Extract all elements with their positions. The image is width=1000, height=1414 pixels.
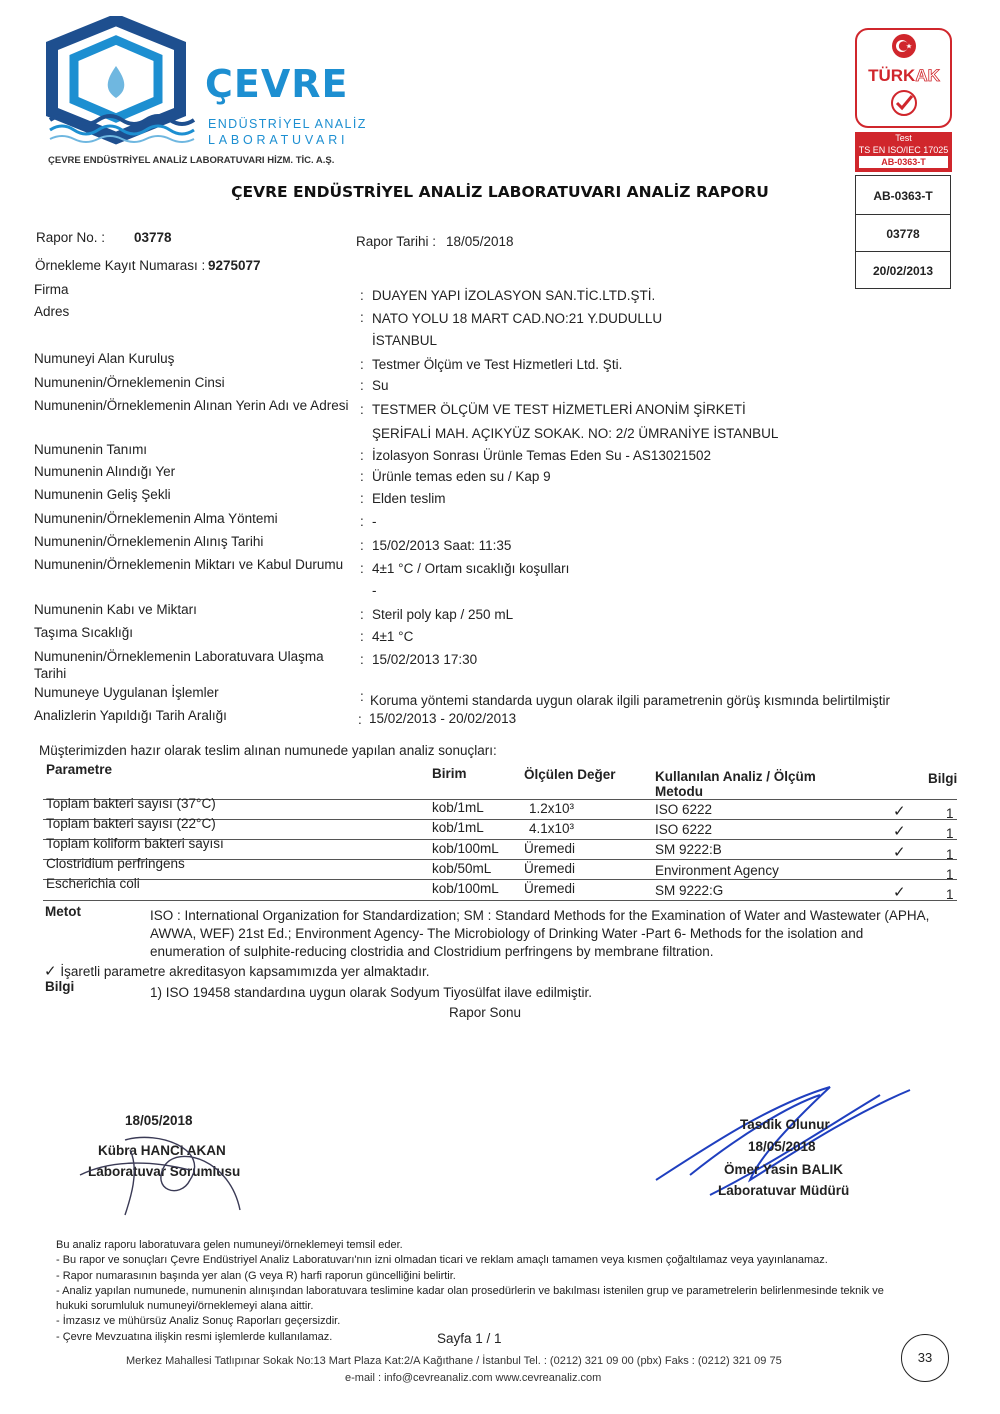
row-5-info: 1 [946, 887, 954, 902]
accreditation-number: AB-0363-T [855, 175, 951, 215]
cins-label: Numunenin/Örneklemenin Cinsi [34, 375, 225, 390]
tanim-value: İzolasyon Sonrası Ürünle Temas Eden Su - AS13021502 [372, 448, 711, 463]
turkak-flag-icon [891, 33, 917, 59]
kap-value: Steril poly kap / 250 mL [372, 607, 514, 622]
colon: : [360, 652, 364, 667]
col-header-method-1: Kullanılan Analiz / Ölçüm [655, 769, 816, 784]
method-line-3: enumeration of sulphite-reducing clostridia and Clostridium perfringens by membrane filtration. [150, 944, 714, 959]
left-signature-name: Kübra HANCI AKAN [98, 1143, 226, 1158]
turkak-name-tur: TÜRK [868, 66, 916, 85]
row-3-unit: kob/100mL [432, 841, 499, 856]
approved-text: Tasdik Olunur [740, 1117, 830, 1132]
miktar-value-2: - [372, 583, 377, 598]
row-5-method: SM 9222:G [655, 883, 724, 898]
gelis-label: Numunenin Geliş Şekli [34, 487, 171, 502]
yontem-value: - [372, 514, 377, 529]
row-2-param: Toplam bakteri sayısı (22°C) [46, 816, 216, 831]
cins-value: Su [372, 378, 389, 393]
miktar-label: Numunenin/Örneklemenin Miktarı ve Kabul Durumu [34, 557, 344, 572]
colon: : [360, 561, 364, 576]
col-header-unit: Birim [432, 766, 467, 781]
row-5-unit: kob/100mL [432, 881, 499, 896]
accreditation-date: 20/02/2013 [855, 251, 951, 289]
method-line-1: ISO : International Organization for Standardization; SM : Standard Methods for the Examination of Water and Wastewater (APHA, [150, 908, 930, 923]
note-line: - Rapor numarasının başında yer alan (G veya R) harfi raporun güncelliğini belirtir. [56, 1269, 456, 1282]
miktar-value-1: 4±1 °C / Ortam sıcaklığı koşulları [372, 561, 570, 576]
tasima-label: Taşıma Sıcaklığı [34, 625, 134, 640]
turkak-accreditation-band [855, 132, 952, 172]
islem-value: Koruma yöntemi standarda uygun olarak ilgili parametrenin görüş kısmında belirtilmiştir [370, 693, 890, 708]
aralik-value: 15/02/2013 - 20/02/2013 [369, 711, 517, 726]
aralik-label: Analizlerin Yapıldığı Tarih Aralığı [34, 708, 227, 723]
yontem-label: Numunenin/Örneklemenin Alma Yöntemi [34, 511, 278, 526]
report-no-label: Rapor No. : [36, 230, 106, 245]
firma-value: DUAYEN YAPI İZOLASYON SAN.TİC.LTD.ŞTİ. [372, 288, 656, 303]
cevre-logo-icon [44, 16, 204, 156]
accreditation-report-no: 03778 [855, 214, 951, 252]
row-1-method: ISO 6222 [655, 802, 713, 817]
colon: : [360, 288, 364, 303]
row-3-accredited-check-icon: ✓ [893, 844, 906, 861]
footer-contact: e-mail : info@cevreanaliz.com www.cevreanaliz.com [345, 1372, 602, 1384]
row-1-info: 1 [946, 806, 954, 821]
tasima-value: 4±1 °C [372, 629, 414, 644]
row-1-unit: kob/1mL [432, 800, 484, 815]
col-header-method-2: Metodu [655, 784, 703, 799]
sample-reg-value: 9275077 [208, 258, 261, 273]
note-line: - Bu rapor ve sonuçları Çevre Endüstriyel Analiz Laboratuvarı'nın izni olmadan ticari ve reklam amaçlı tamamen veya kısmen çoğaltılamaz veya yayınlanamaz. [56, 1254, 828, 1267]
colon: : [360, 491, 364, 506]
row-5-accredited-check-icon: ✓ [893, 884, 906, 901]
col-header-param: Parametre [46, 762, 113, 777]
page-circle-number: 33 [901, 1334, 949, 1382]
note-line: - Analiz yapılan numunede, numunenin alınışından laboratuvara teslimine kadar olan prosedürlerin ve bakılması istenilen grup ve parametrelerin belirlenmesinde teknik ve [56, 1284, 884, 1297]
tarih-value: 15/02/2013 Saat: 11:35 [372, 538, 512, 553]
row-5-param: Escherichia coli [46, 876, 140, 891]
results-intro: Müşterimizden hazır olarak teslim alınan numunede yapılan analiz sonuçları: [39, 743, 497, 758]
method-line-2: AWWA, WEF) 21st Ed.; Environment Agency- The Microbiology of Drinking Water -Part 6- Methods for the isolation and [150, 926, 864, 941]
left-signature-title: Laboratuvar Sorumlusu [88, 1164, 241, 1179]
row-3-value: Üremedi [524, 841, 576, 856]
alindigi-label: Numunenin Alındığı Yer [34, 464, 176, 479]
kurulus-label: Numuneyi Alan Kuruluş [34, 351, 175, 366]
row-2-unit: kob/1mL [432, 820, 484, 835]
colon: : [360, 514, 364, 529]
yer-value-1: TESTMER ÖLÇÜM VE TEST HİZMETLERİ ANONİM ŞİRKETİ [372, 402, 746, 417]
tanim-label: Numunenin Tanımı [34, 442, 148, 457]
colon: : [360, 357, 364, 372]
firma-label: Firma [34, 282, 69, 297]
col-header-value: Ölçülen Değer [524, 767, 616, 782]
note-line: - Çevre Mevzuatına ilişkin resmi işlemlerde kullanılamaz. [56, 1330, 333, 1343]
row-2-method: ISO 6222 [655, 822, 713, 837]
turkak-band-line2: TS EN ISO/IEC 17025 [858, 145, 949, 155]
company-full-name: ÇEVRE ENDÜSTRİYEL ANALİZ LABORATUVARI HİZM. TİC. A.Ş. [48, 155, 335, 166]
ulasma-label-1: Numunenin/Örneklemenin Laboratuvara Ulaşma [34, 649, 324, 664]
right-signature-date: 18/05/2018 [748, 1139, 816, 1154]
report-no-value: 03778 [134, 230, 172, 245]
col-header-info: Bilgi [928, 771, 958, 786]
colon: : [360, 310, 364, 325]
row-3-info: 1 [946, 847, 954, 862]
row-4-unit: kob/50mL [432, 861, 492, 876]
sample-reg-label: Örnekleme Kayıt Numarası : [35, 258, 206, 273]
adres-value-1: NATO YOLU 18 MART CAD.NO:21 Y.DUDULLU [372, 311, 663, 326]
yer-value-2: ŞERİFALİ MAH. AÇIKYÜZ SOKAK. NO: 2/2 ÜMRANİYE İSTANBUL [372, 426, 779, 441]
colon: : [360, 378, 364, 393]
row-1-accredited-check-icon: ✓ [893, 803, 906, 820]
table-row-divider [43, 879, 957, 880]
turkak-name-ak: AK [915, 66, 940, 85]
row-4-param: Clostridium perfringens [46, 856, 185, 871]
yer-label: Numunenin/Örneklemenin Alınan Yerin Adı ve Adresi [34, 398, 349, 413]
row-3-param: Toplam koliform bakteri sayısı [46, 836, 224, 851]
row-4-method: Environment Agency [655, 863, 779, 878]
tarih-label: Numunenin/Örneklemenin Alınış Tarihi [34, 534, 264, 549]
brand-name: ÇEVRE [205, 62, 349, 106]
colon: : [360, 448, 364, 463]
page-number: Sayfa 1 / 1 [437, 1331, 502, 1346]
report-title: ÇEVRE ENDÜSTRİYEL ANALİZ LABORATUVARI ANALİZ RAPORU [231, 183, 769, 201]
report-date-value: 18/05/2018 [446, 234, 514, 249]
colon: : [360, 469, 364, 484]
accreditation-note-text: İşaretli parametre akreditasyon kapsamımızda yer almaktadır. [60, 964, 430, 979]
note-line: Bu analiz raporu laboratuvara gelen numuneyi/örneklemeyi temsil eder. [56, 1239, 403, 1251]
accreditation-note [44, 962, 430, 980]
colon: : [358, 712, 362, 727]
ulasma-label-2: Tarihi [34, 666, 67, 681]
bilgi-label: Bilgi [45, 979, 75, 994]
turkak-band-line1: Test [895, 133, 912, 143]
brand-subtitle-1: ENDÜSTRİYEL ANALİZ [208, 117, 367, 131]
kap-label: Numunenin Kabı ve Miktarı [34, 602, 197, 617]
right-signature-name: Ömer Yasin BALIK [724, 1162, 844, 1177]
row-2-value: 4.1x10³ [529, 821, 575, 836]
row-1-value: 1.2x10³ [529, 801, 575, 816]
check-icon: ✓ [44, 963, 57, 980]
turkak-check-icon [889, 88, 919, 118]
note-line: hukuki sorumluluk numuneyi/örneklemeyi alana aittir. [56, 1300, 314, 1313]
turkak-band-line3: AB-0363-T [859, 156, 948, 168]
colon: : [360, 402, 364, 417]
row-3-method: SM 9222:B [655, 842, 722, 857]
note-line: - İmzasız ve mühürsüz Analiz Sonuç Raporları geçersizdir. [56, 1315, 341, 1328]
bilgi-text: 1) ISO 19458 standardına uygun olarak Sodyum Tiyosülfat ilave edilmiştir. [150, 985, 592, 1000]
row-5-value: Üremedi [524, 881, 576, 896]
row-2-info: 1 [946, 826, 954, 841]
row-1-param: Toplam bakteri sayısı (37°C) [46, 796, 216, 811]
kurulus-value: Testmer Ölçüm ve Test Hizmetleri Ltd. Şti. [372, 357, 623, 372]
row-2-accredited-check-icon: ✓ [893, 823, 906, 840]
row-4-info: 1 [946, 867, 954, 882]
right-signature-title: Laboratuvar Müdürü [718, 1183, 850, 1198]
adres-value-2: İSTANBUL [372, 333, 438, 348]
report-date-label: Rapor Tarihi : [356, 234, 437, 249]
ulasma-value: 15/02/2013 17:30 [372, 652, 478, 667]
adres-label: Adres [34, 304, 70, 319]
report-end: Rapor Sonu [449, 1005, 522, 1020]
colon: : [360, 689, 364, 704]
colon: : [360, 538, 364, 553]
colon: : [360, 607, 364, 622]
colon: : [360, 629, 364, 644]
footer-address: Merkez Mahallesi Tatlıpınar Sokak No:13 Mart Plaza Kat:2/A Kağıthane / İstanbul Tel. : (0212) 321 09 00 (pbx) Faks : (0212) 321 09 75 [126, 1355, 782, 1367]
left-handwritten-signature [70, 1120, 260, 1220]
left-signature-date: 18/05/2018 [125, 1113, 193, 1128]
method-label: Metot [45, 904, 81, 919]
table-bottom-line [43, 900, 957, 901]
row-4-value: Üremedi [524, 861, 576, 876]
gelis-value: Elden teslim [372, 491, 446, 506]
islem-label: Numuneye Uygulanan İşlemler [34, 685, 219, 700]
turkak-name [861, 66, 947, 86]
alindigi-value: Ürünle temas eden su / Kap 9 [372, 469, 551, 484]
disclaimer-notes [56, 1238, 956, 1345]
brand-subtitle-2: LABORATUVARI [208, 133, 349, 147]
